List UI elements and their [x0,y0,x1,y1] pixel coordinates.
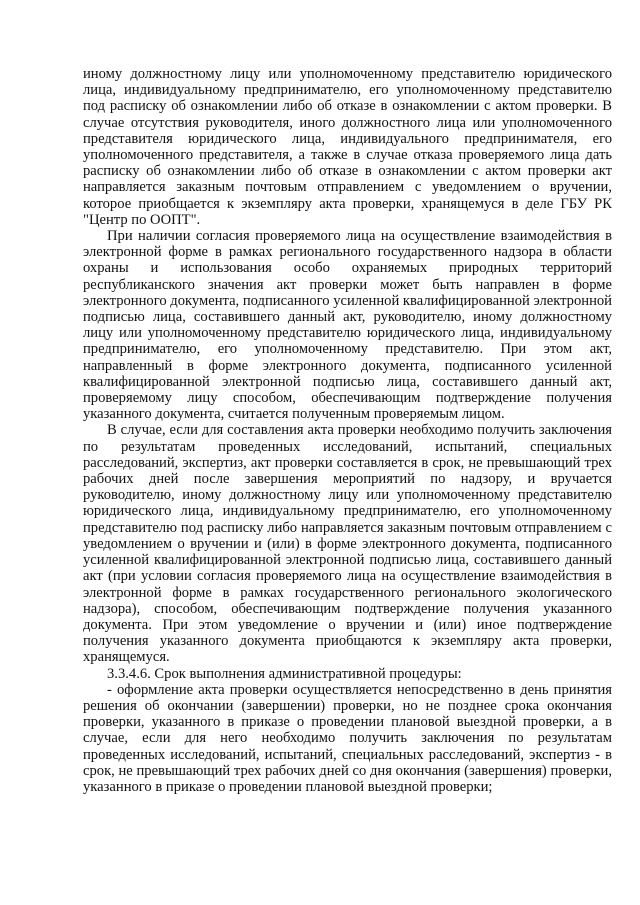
paragraph-electronic-form: При наличии согласия проверяемого лица на осуществление взаимодействия в электронной форме в рамках регионального государственного надзора в области охраны и использования особо охраняемых природных территорий республиканского значения акт проверки может быть направлен в форме электронного документа, подписанного усиленной квалифицированной электронной подписью лица, составившего данный акт, руководителю, иному должностному лицу или уполномоченному представителю юридического лица, индивидуальному предпринимателю, его уполномоченному представителю. При этом акт, направленный в форме электронного документа, подписанного усиленной квалифицированной электронной подписью лица, составившего данный акт, проверяемому лицу способом, обеспечивающим подтверждение получения указанного документа, считается полученным проверяемым лицом. [83,228,612,423]
paragraph-expert-conclusions: В случае, если для составления акта проверки необходимо получить заключения по результатам проведенных исследований, испытаний, специальных расследований, экспертиз, акт проверки составляется в срок, не превышающий трех рабочих дней после завершения мероприятий по надзору, и вручается руководителю, иному должностному лицу или уполномоченному представителю юридического лица, индивидуальному предпринимателю, его уполномоченному представителю под расписку либо направляется заказным почтовым отправлением с уведомлением о вручении и (или) в форме электронного документа, подписанного усиленной квалифицированной электронной подписью лица, составившего данный акт (при условии согласия проверяемого лица на осуществление взаимодействия в электронной форме в рамках государственного регионального экологического надзора), способом, обеспечивающим подтверждение получения указанного документа. При этом уведомление о вручении и (или) иное подтверждение получения указанного документа приобщаются к экземпляру акта проверки, хранящемуся. [83,422,612,666]
paragraph-continuation: иному должностному лицу или уполномоченному представителю юридического лица, индивидуальному предпринимателю, его уполномоченному представителю под расписку об ознакомлении либо об отказе в ознакомлении с актом проверки. В случае отсутствия руководителя, иного должностного лица или уполномоченного представителя юридического лица, индивидуального предпринимателя, его уполномоченного представителя, а также в случае отказа проверяемого лица дать расписку об ознакомлении либо об отказе в ознакомлении с актом проверки акт направляется заказным почтовым отправлением с уведомлением о вручении, которое приобщается к экземпляру акта проверки, хранящемуся в деле ГБУ РК "Центр по ООПТ". [83,66,612,228]
section-heading-3-3-4-6: 3.3.4.6. Срок выполнения административной процедуры: [107,665,462,682]
document-page [83,66,612,795]
paragraph-deadline-item: - оформление акта проверки осуществляется непосредственно в день принятия решения об окончании (завершении) проверки, но не позднее срока окончания проверки, указанного в приказе о проведении плановой выездной проверки, а в случае, если для него необходимо получить заключения по результатам проведенных исследований, испытаний, специальных расследований, экспертиз - в срок, не превышающий трех рабочих дней со дня окончания (завершения) проверки, указанного в приказе о проведении плановой выездной проверки; [83,681,612,795]
